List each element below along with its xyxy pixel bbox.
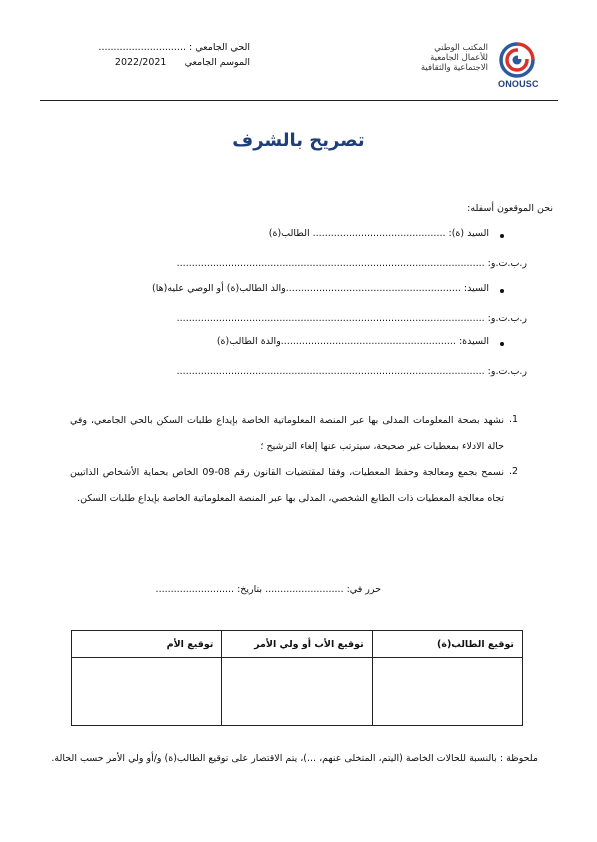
org-name-line: الاجتماعية والثقافية	[420, 63, 488, 73]
header-divider	[40, 100, 558, 101]
signature-box-row	[72, 658, 523, 726]
onousc-logo-icon	[498, 41, 536, 79]
bullet-icon	[500, 234, 504, 238]
clause-text: نشهد بصحة المعلومات المدلى بها عبر المنصة المعلوماتية الخاصة بإيداع طلبات السكن بالحي الجامعي، وفي حالة الادلاء بمعطيات غير صحيحة، سيترتب عنها إلغاء الترشيح ؛	[70, 415, 504, 452]
signature-header-mother: توقيع الأم	[72, 631, 222, 658]
signature-table	[71, 630, 523, 726]
signature-header-father: توقيع الأب أو ولي الأمر	[222, 631, 372, 658]
page-title: تصريح بالشرف	[232, 130, 365, 151]
signatory-line: السيد (ة): ............................................ الطالب(ة)	[268, 228, 489, 239]
season-line	[50, 55, 250, 70]
signatory-cin-line: ر.ب.ت.و: ......................................................................................................	[176, 258, 527, 269]
org-name-line: للأعمال الجامعية	[430, 53, 488, 63]
signature-box-student[interactable]	[372, 658, 522, 726]
signatory-cin-line: ر.ب.ت.و: ......................................................................................................	[176, 313, 527, 324]
clause-text: نسمح بجمع ومعالجة وحفظ المعطيات، وفقا لمقتضيات القانون رقم 08-09 الخاص بحماية الأشخاص الذاتيين تجاه معالجة المعطيات ذات الطابع الشخصي، المدلى بها عبر المنصة المعلوماتية الخاصة بإيداع طلبات السكن.	[70, 467, 505, 504]
bullet-icon	[500, 342, 504, 346]
note-text: ملحوظة : بالنسبة للحالات الخاصة (اليتم، المتخلى عنهم، ...)، يتم الاقتصار على توقيع الطالب(ة) و/أو ولي الأمر حسب الحالة.	[51, 753, 538, 764]
bullet-icon	[500, 289, 504, 293]
org-name	[392, 43, 488, 73]
campus-line: الحي الجامعي : .............................	[98, 42, 250, 53]
intro-text: نحن الموقعون أسفله:	[467, 203, 553, 214]
season-label: الموسم الجامعي	[184, 57, 250, 68]
org-name-line: المكتب الوطني	[434, 43, 488, 53]
season-value: 2022/2021	[114, 57, 167, 68]
signature-box-father[interactable]	[222, 658, 372, 726]
signature-box-mother[interactable]	[72, 658, 222, 726]
signatory-cin-line: ر.ب.ت.و: ......................................................................................................	[176, 366, 527, 377]
campus-season-block	[50, 40, 250, 70]
signatory-line: السيدة: ..........................................................والدة الطالب(ة)	[216, 336, 489, 347]
written-at-line: حرر في: .......................... بتاريخ: ..........................	[155, 584, 381, 595]
signature-header-student: توقيع الطالب(ة)	[372, 631, 522, 658]
clause-number: .1	[509, 414, 519, 425]
clause-number: .2	[509, 466, 519, 477]
org-acronym: ONOUSC	[498, 79, 539, 89]
signature-header-row	[72, 631, 523, 658]
signatory-line: السيد: ..........................................................والد الطالب(ة) أو الوصي عليه(ها)	[152, 283, 489, 294]
